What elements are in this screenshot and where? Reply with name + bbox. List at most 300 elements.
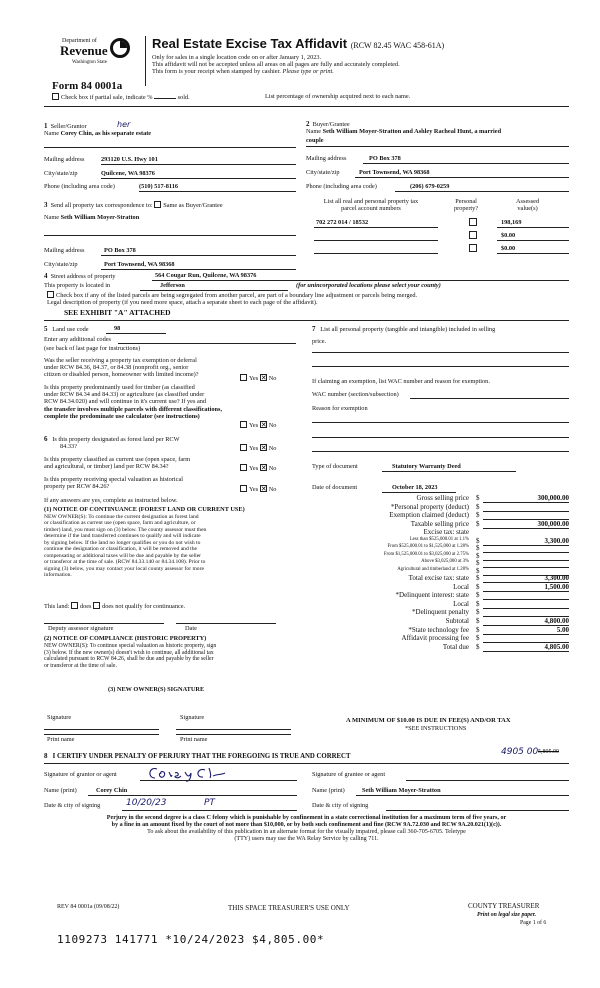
land-use-code[interactable]: 98 [114, 325, 121, 332]
assessor-date-label: Date [185, 625, 197, 632]
buyer-heading [306, 120, 350, 128]
county-select[interactable]: Jefferson [160, 282, 185, 289]
minimum-due-note: A MINIMUM OF $10.00 IS DUE IN FEE(S) AND/OR TAX [346, 717, 511, 724]
s3-city-line [101, 269, 296, 270]
doc-date[interactable]: October 18, 2023 [392, 484, 438, 491]
tax-row-label: *Delinquent penalty [412, 608, 469, 617]
section-7-number: 7 [312, 325, 316, 333]
revision-label: REV 84 0001a (09/08/22) [57, 904, 120, 910]
land-use-line [106, 333, 166, 334]
owner-sig-line-2 [176, 729, 291, 730]
buyer-name-row [306, 128, 501, 135]
grantee-date-label: Date & city of signing [312, 802, 369, 809]
section-6-number: 6 [44, 435, 48, 443]
deputy-assessor-label: Deputy assessor signature [48, 625, 114, 632]
grantor-city-handwritten: PT [204, 798, 215, 808]
s5-q2-line-1: Is this property predominantly used for timber (as classified [44, 384, 195, 391]
partial-sale-label: Check box if partial sale, indicate % [61, 94, 153, 101]
personal-property-checkbox-2[interactable] [469, 231, 477, 239]
s5-q2-answer [240, 421, 276, 429]
doc-type-label: Type of document [312, 463, 358, 470]
form-number: Form 84 0001a [52, 80, 123, 92]
buyer-blank-line [306, 146, 569, 147]
s6-q1-line-1: Is this property designated as forest land per RCW [52, 436, 180, 443]
page-number: Page 1 of 6 [520, 920, 547, 926]
n1-line: signing (3) below, you may contact your local county assessor for more [44, 565, 204, 572]
s5-q1-yes-label: Yes [249, 375, 259, 382]
grantee-sig-line [406, 780, 569, 781]
county-label: This property is located in [44, 282, 111, 289]
grantor-date-handwritten: 10/20/23 [126, 798, 167, 808]
notice-continuance-text [44, 514, 206, 579]
tax-row-line [483, 502, 569, 503]
grantee-print-label: Name (print) [312, 787, 345, 794]
tax-row-label: *Personal property (deduct) [390, 502, 469, 511]
dollar-sign: $ [476, 502, 480, 511]
assessed-value-1[interactable]: 198,169 [501, 219, 522, 226]
reason-line-1 [312, 422, 569, 423]
personal-header-1: Personal [455, 198, 477, 205]
this-land-row [44, 602, 185, 610]
receipt-stamp: 1109273 141771 *10/24/2023 $4,805.00* [57, 933, 325, 946]
section-4-heading [44, 272, 116, 280]
tax-row-label: Local [453, 582, 469, 591]
see-instructions-note: *SEE INSTRUCTIONS [405, 725, 467, 732]
s5-q1-no-label: No [268, 375, 277, 382]
additional-codes-label: Enter any additional codes [44, 336, 111, 343]
n2-line: (3) below. If the new owner(s) doesn't wish to continue, all additional tax [44, 649, 214, 656]
does-qualify-checkbox[interactable] [71, 602, 78, 609]
tax-row-line [483, 599, 569, 600]
seller-name[interactable]: Corey Chin, as his separate estate [60, 130, 152, 137]
buyer-city-line [355, 177, 569, 178]
section-4-bottom-rule [44, 320, 569, 321]
tax-row-label: Taxable selling price [410, 519, 469, 528]
s5-q1-line-2: under RCW 84.36, 84.37, or 84.38 (nonprofit org., senior [44, 364, 189, 372]
s5-q2-line-4: the transfer involves multiple parcels with different classifications, [44, 405, 223, 413]
s3-name-label: Name [44, 214, 60, 221]
s3-mail-label: Mailing address [44, 247, 85, 254]
dept-of-label: Department of [62, 38, 97, 44]
dollar-sign: $ [476, 559, 480, 568]
doc-type[interactable]: Statutory Warranty Deed [392, 463, 461, 470]
certify-text: I CERTIFY UNDER PENALTY OF PERJURY THAT THE FOREGOING IS TRUE AND CORRECT [52, 753, 351, 760]
sold-label: sold. [177, 94, 190, 101]
segregated-label: Check box if any of the listed parcels are being segregated from another parcel, are part of a boundary line adjustment or parcels being merged. [56, 292, 418, 299]
buyer-city-label: City/state/zip [306, 169, 340, 176]
tax-row-line [483, 651, 569, 652]
s6-q2 [44, 456, 190, 470]
buyer-phone-label: Phone (including area code) [306, 183, 377, 190]
dollar-sign: $ [476, 599, 480, 608]
section-8-number: 8 [44, 752, 48, 760]
grantee-print-name[interactable]: Seth William Moyer-Stratton [362, 787, 441, 794]
buyer-name[interactable]: Seth William Moyer-Stratton and Ashley Racheal Hunt, a married [322, 128, 502, 135]
segregated-row [47, 291, 417, 299]
grantor-print-line [88, 795, 297, 796]
n1-line: information. [44, 572, 72, 579]
property-address-line [152, 280, 569, 281]
owner-signature-label-2: Signature [180, 714, 205, 721]
s6-q1-no-checkbox[interactable] [260, 444, 267, 451]
dollar-sign: $ [476, 519, 480, 528]
s6-q3 [44, 476, 183, 490]
buyer-mail-label: Mailing address [306, 155, 347, 162]
buyer-mail[interactable]: PO Box 378 [369, 155, 401, 162]
s6-q1-yes-label: Yes [249, 445, 259, 452]
s6-q3-line-2: property per RCW 84.26? [44, 483, 110, 491]
tax-row-label: Local [453, 599, 469, 608]
grantor-sig-line [140, 780, 297, 781]
tax-row-value[interactable]: 5.00 [556, 625, 569, 634]
s6-q1-no-label: No [268, 445, 277, 452]
owner-print-line-2 [176, 734, 291, 735]
n1-line: timber) land, you must sign on (3) below. The county assessor must then [44, 526, 207, 533]
dollar-sign: $ [476, 582, 480, 591]
tax-row-line [483, 545, 569, 546]
grantor-print-label: Name (print) [44, 787, 77, 794]
perjury-line-2: by a fine in an amount fixed by the court of not more than $10,000, or by both such confinement and fine (RCW 9A.72.030 and RCW 9A.20.021(1)(c)). [111, 822, 502, 828]
header-note-2: This affidavit will not be accepted unless all areas on all pages are fully and accurately completed. [152, 61, 400, 68]
parcels-header [310, 198, 432, 212]
owner-print-label-2: Print name [180, 736, 208, 743]
s5-q1-answer [240, 374, 276, 382]
tax-row-line [483, 560, 569, 561]
tax-row-value[interactable]: 3,300.00 [544, 537, 569, 545]
section-5-heading [44, 325, 89, 333]
grantor-date-line [122, 810, 297, 811]
dor-logo [60, 38, 132, 72]
dollar-sign: $ [476, 642, 480, 651]
dollar-sign: $ [476, 494, 480, 502]
buyer-phone-line [395, 191, 569, 192]
header-bottom-rule [44, 106, 569, 107]
buyer-label: Buyer/Grantee [312, 121, 350, 128]
tax-row-value[interactable]: 4,805.00 [544, 642, 569, 651]
seller-handwritten-her: her [117, 120, 131, 129]
tax-row-label: *Delinquent interest: state [395, 591, 469, 600]
dollar-sign: $ [476, 537, 480, 545]
seller-mail-label: Mailing address [44, 156, 85, 163]
s3-city-label: City/state/zip [44, 261, 78, 268]
s6-q1 [44, 435, 180, 450]
personal-property-label: List all personal property (tangible and intangible) included in selling [320, 326, 496, 333]
pp-line-1 [312, 352, 569, 353]
dollar-sign: $ [476, 608, 480, 617]
s6-q1-line-2: 84.33? [60, 443, 77, 451]
alt-format-line: To ask about the availability of this publication in an alternate format for the visually impaired, please call 360-705-6705. Teletype [147, 829, 466, 835]
tax-row-value[interactable]: 3,300.00 [544, 574, 569, 582]
assessed-line-3 [497, 253, 569, 254]
dollar-sign: $ [476, 574, 480, 582]
section-3-number: 3 [44, 201, 48, 209]
assessed-line-2 [497, 240, 569, 241]
s5-q2 [44, 384, 222, 420]
seller-heading [44, 122, 87, 130]
tax-row-label: Less than $525,000.01 at 1.1% [409, 537, 469, 542]
s5-q1-yes-checkbox[interactable] [240, 374, 247, 381]
county-note: (for unincorporated locations please select your county) [296, 282, 441, 289]
tax-row-label: From $1,525,000.01 to $3,025,000 at 2.75% [383, 551, 469, 557]
notice-compliance-title: (2) NOTICE OF COMPLIANCE (HISTORIC PROPERTY) [44, 635, 207, 642]
s3-name[interactable]: Seth William Moyer-Stratton [60, 214, 140, 221]
buyer-phone[interactable]: (206) 679-0259 [410, 183, 450, 190]
buyer-city[interactable]: Port Townsend, WA 98368 [359, 169, 430, 176]
tax-row-value[interactable]: 4,800.00 [544, 617, 569, 625]
grantee-sig-label: Signature of grantee or agent [312, 771, 386, 778]
same-as-buyer-checkbox[interactable] [154, 201, 161, 208]
perjury-notice [44, 815, 569, 843]
s6-q3-no-label: No [268, 486, 277, 493]
dollar-sign: $ [476, 591, 480, 600]
s6-q2-yes-label: Yes [249, 465, 259, 472]
section-2-number: 2 [306, 120, 310, 128]
n1-line: NEW OWNER(S): To continue the current designation as forest land [44, 514, 199, 520]
personal-property-checkbox-3[interactable] [469, 244, 477, 252]
owner-signature-label-1: Signature [47, 714, 72, 721]
header-note-3-italic: Please type or print. [282, 68, 334, 75]
does-not-qualify-checkbox[interactable] [93, 602, 100, 609]
tax-row-value[interactable]: 300,000.00 [537, 494, 569, 502]
parcel-number-1[interactable]: 702 272 014 / 18532 [316, 219, 369, 226]
tax-row-line [483, 528, 569, 529]
seller-label: Seller/Grantor [50, 123, 87, 130]
s6-q3-line-1: Is this property receiving special valuation as historical [44, 476, 184, 483]
s5-q2-line-2: under RCW 84.34 and 84.33) or agriculture (as classified under [44, 391, 205, 399]
dollar-sign: $ [476, 544, 480, 553]
header-divider [145, 36, 146, 86]
treasurer-space-label: THIS SPACE TREASURER'S USE ONLY [228, 904, 350, 912]
property-address[interactable]: 564 Cougar Run, Quilcene, WA 98376 [155, 272, 257, 279]
tax-row-line [483, 567, 569, 568]
s5-q2-yes-checkbox[interactable] [240, 421, 247, 428]
s5-q2-no-checkbox[interactable] [260, 421, 267, 428]
buyer-name-cont[interactable]: couple [306, 137, 324, 144]
perjury-line-1: Perjury in the second degree is a class C felony which is punishable by confinement in a state correctional institution for a maximum term of five years, or [106, 815, 507, 821]
street-address-label: Street address of property [50, 273, 116, 280]
s6-q2-no-checkbox[interactable] [260, 464, 267, 471]
n1-line: determine if the land transferred continues to qualify and will indicate [44, 533, 201, 540]
n2-line: NEW OWNER(S): To continue special valuation as historic property, sign [44, 643, 217, 649]
section-1-number: 1 [44, 122, 48, 130]
does-label: does [79, 603, 92, 610]
dollar-sign: $ [476, 551, 480, 560]
s3-blank-line-1 [44, 235, 296, 236]
dollar-sign: $ [476, 617, 480, 625]
tty-line: (TTY) users may use the WA Relay Service by calling 711. [234, 836, 379, 842]
header-note-1: Only for sales in a single location code on or after January 1, 2023. [152, 54, 322, 61]
seller-mail[interactable]: 293120 U.S. Hwy 101 [101, 156, 158, 163]
parcel-line-2 [314, 240, 438, 241]
dollar-sign: $ [476, 511, 480, 520]
section-8-top-rule [44, 763, 569, 764]
header-note-3-text: This form is your receipt when stamped by cashier. [152, 68, 281, 75]
tax-row-label: Agricultural and timberland at 1.28% [397, 566, 469, 572]
county-treasurer-label: COUNTY TREASURER [468, 902, 540, 910]
s5-q1-line-3: citizen or disabled person, homeowner with limited income)? [44, 371, 199, 379]
seller-phone[interactable]: (510) 517-8116 [139, 183, 179, 190]
tax-row-line [483, 591, 569, 592]
s5-q2-yes-label: Yes [249, 422, 259, 429]
s6-q2-line-1: Is this property classified as current use (open space, farm [44, 456, 191, 463]
owner-sig-line-1 [44, 729, 159, 730]
owner-print-line-1 [44, 734, 159, 735]
s6-q2-yes-checkbox[interactable] [240, 464, 247, 471]
parcels-header-2: parcel account numbers [341, 205, 401, 213]
notice-continuance-title: (1) NOTICE OF CONTINUANCE (FOREST LAND OR CURRENT USE) [44, 506, 245, 513]
personal-property-checkbox-1[interactable] [469, 218, 477, 226]
grantor-date-label: Date & city of signing [44, 802, 101, 809]
tax-row-line [483, 634, 569, 635]
grantor-print-name[interactable]: Corey Chin [96, 787, 128, 794]
n2-line: or transferor at the time of sale. [44, 662, 117, 669]
tax-row-label: *State technology fee [408, 625, 469, 634]
wac-line [410, 398, 569, 399]
personal-header [454, 198, 478, 212]
seller-city-line [101, 178, 296, 179]
section-5-number: 5 [44, 325, 48, 333]
s5-q1 [44, 357, 199, 379]
reason-line-3 [312, 451, 569, 452]
n1-line: or transferor at the time of sale. (RCW 84.33.140 or 84.34.108). Prior to [44, 559, 206, 566]
handwritten-total: 4905 00 [501, 747, 539, 757]
header-note-3 [152, 68, 334, 75]
reason-label: Reason for exemption [312, 405, 368, 412]
partial-sale-row [52, 93, 190, 101]
tax-row-value[interactable]: 1,500.00 [544, 582, 569, 591]
grantor-sig-label: Signature of grantor or agent [44, 771, 117, 778]
s5-q2-line-5: complete the predominate use calculator (see instructions) [44, 412, 200, 420]
grantee-date-line [386, 810, 569, 811]
s3-name-row [44, 214, 139, 221]
correspondence-label: Send all property tax correspondence to: [50, 202, 153, 209]
washington-state-label: Washington State [72, 60, 108, 65]
s6-q3-yes-label: Yes [249, 486, 259, 493]
owner-print-label-1: Print name [47, 736, 75, 743]
n1-line: continue the designation or classification, it will be removed and the [44, 546, 198, 553]
section-4-number: 4 [44, 272, 48, 280]
seller-name-row [44, 130, 151, 137]
tax-row-label: Subtotal [445, 617, 469, 625]
pp-line-2 [312, 366, 569, 367]
assessed-line-1 [497, 227, 569, 228]
doc-type-line [382, 471, 516, 472]
s5-q1-no-checkbox[interactable] [260, 374, 267, 381]
grantee-print-line [356, 795, 569, 796]
if-yes-note: If any answers are yes, complete as instructed below. [44, 497, 178, 504]
s3-mail[interactable]: PO Box 378 [104, 247, 136, 254]
s3-city[interactable]: Port Townsend, WA 98368 [104, 261, 175, 268]
assessed-value-3[interactable]: $0.00 [501, 245, 516, 252]
seller-mail-line [101, 164, 296, 165]
struck-total: 5,805.00 [538, 749, 559, 755]
tax-row-label: Affidavit processing fee [401, 634, 469, 643]
s6-q1-yes-checkbox[interactable] [240, 444, 247, 451]
s5-q1-line-1: Was the seller receiving a property tax exemption or deferral [44, 357, 197, 364]
tax-row-label: Total due [442, 642, 469, 651]
this-land-label: This land: [44, 603, 70, 610]
seller-city[interactable]: Quilcene, WA 98376 [101, 170, 155, 177]
assessed-header [516, 198, 539, 212]
assessed-header-1: Assessed [516, 198, 540, 205]
tax-row-label: Exemption claimed (deduct) [389, 511, 469, 520]
s6-q1-answer [240, 444, 276, 452]
form-citation: (RCW 82.45 WAC 458-61A) [350, 41, 445, 50]
reason-line-2 [312, 437, 569, 438]
s5-q2-no-label: No [268, 422, 277, 429]
seller-phone-label: Phone (including area code) [44, 183, 115, 190]
dollar-sign: $ [476, 566, 480, 575]
parcel-line-1 [314, 227, 438, 228]
land-use-label: Land use code [52, 326, 89, 333]
tax-row-value[interactable]: 300,000.00 [537, 519, 569, 528]
form-title-text: Real Estate Excise Tax Affidavit [152, 36, 348, 51]
s6-q2-answer [240, 464, 276, 472]
tax-row-label: Above $3,025,000 at 3% [421, 559, 469, 565]
tax-row-line [483, 608, 569, 609]
s6-q3-no-checkbox[interactable] [260, 485, 267, 492]
new-owner-signature-title: (3) NEW OWNER(S) SIGNATURE [108, 686, 205, 693]
same-as-buyer-label: Same as Buyer/Grantee [163, 202, 223, 209]
parcel-line-3 [314, 253, 438, 254]
assessed-header-2: value(s) [517, 205, 538, 213]
seller-name-label: Name [44, 130, 60, 137]
buyer-name-label: Name [306, 128, 322, 135]
buyer-mail-line [363, 163, 569, 164]
section-3-heading [44, 201, 223, 209]
revenue-swirl-icon [110, 38, 130, 58]
tax-row-line [483, 511, 569, 512]
n2-line: calculated pursuant to RCW 84.26, shall be due and payable by the seller [44, 656, 214, 663]
s6-q3-answer [240, 485, 276, 493]
revenue-wordmark: Revenue [60, 43, 108, 58]
does-not-label: does not qualify for continuance. [102, 603, 186, 610]
parcels-header-1: List all real and personal property tax [323, 198, 419, 205]
legal-description[interactable]: SEE EXHIBIT "A" ATTACHED [64, 308, 171, 317]
s6-q2-line-2: and agricultural, or timber) land per RCW 84.34? [44, 463, 169, 471]
n1-line: by signing below. If the land no longer qualifies or you do not wish to [44, 539, 201, 546]
seller-blank-line [44, 147, 296, 148]
tax-row-line [483, 552, 569, 553]
seller-phone-line [139, 191, 296, 192]
s5-q2-line-3: RCW 84.34.020) and will continue in it's current use? If yes and [44, 398, 207, 406]
tax-row-label: Gross selling price [416, 494, 469, 502]
n1-line: or classification as current use (open space, farm and agriculture, or [44, 520, 196, 527]
n1-line: compensating or additional taxes will be due and payable by the seller [44, 552, 202, 559]
see-back-note: (see back of last page for instructions) [44, 345, 141, 352]
assessed-value-2[interactable]: $0.00 [501, 232, 516, 239]
dollar-sign: $ [476, 625, 480, 634]
exemption-note: If claiming an exemption, list WAC number and reason for exemption. [312, 378, 490, 385]
dollar-sign: $ [476, 634, 480, 643]
notice-compliance-text [44, 643, 216, 670]
partial-sale-checkbox[interactable] [52, 93, 59, 100]
ownership-note: List percentage of ownership acquired next to each name. [265, 93, 411, 100]
assessor-sig-line [44, 623, 164, 624]
segregated-checkbox[interactable] [47, 291, 54, 298]
form-title [152, 37, 444, 52]
additional-codes-line [118, 343, 296, 344]
certify-heading [44, 752, 351, 761]
excise-tax-state-label: Excise tax: state [423, 528, 469, 537]
legal-paper-note: Print on legal size paper. [477, 912, 537, 918]
personal-property-label-2: price. [312, 338, 327, 345]
s6-q3-yes-checkbox[interactable] [240, 485, 247, 492]
wac-label: WAC number (section/subsection) [312, 391, 399, 398]
tax-row-label: From $525,000.01 to $1,525,000 at 1.28% [387, 544, 469, 550]
assessor-date-line [176, 623, 276, 624]
tax-row-label: Total excise tax: state [408, 574, 469, 582]
